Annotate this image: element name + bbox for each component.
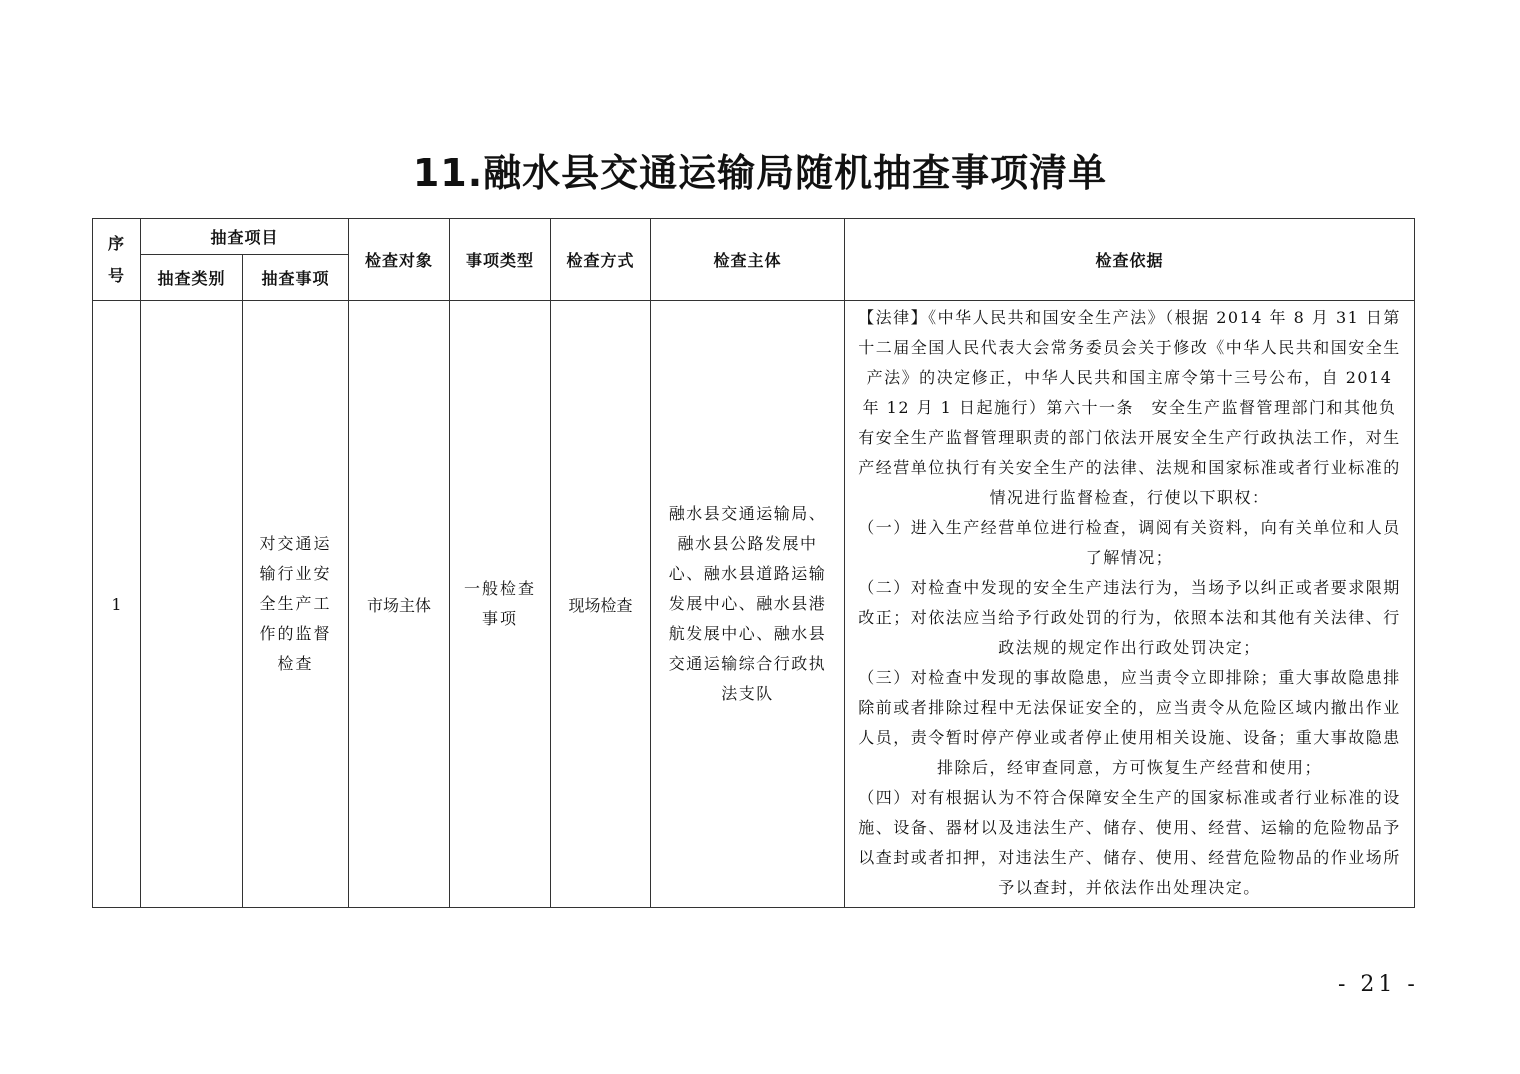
basis-paragraph: （二）对检查中发现的安全生产违法行为，当场予以纠正或者要求限期改正；对依法应当给予行政处罚的行为，依照本法和其他有关法律、行政法规的规定作出行政处罚决定； <box>858 578 1401 657</box>
header-target: 检查对象 <box>349 219 450 301</box>
cell-seq: 1 <box>93 301 141 908</box>
cell-subject-text: 融水县交通运输局、融水县公路发展中心、融水县道路运输发展中心、融水县港航发展中心、融水县交通运输综合行政执法支队 <box>668 504 827 703</box>
cell-item-text: 对交通运输行业安全生产工作的监督检查 <box>259 534 332 673</box>
header-row-1 <box>93 219 1415 255</box>
cell-type-text: 一般检查事项 <box>464 579 537 628</box>
cell-type <box>450 301 551 908</box>
header-subject: 检查主体 <box>651 219 845 301</box>
inspection-table <box>92 218 1415 908</box>
cell-method: 现场检查 <box>551 301 651 908</box>
basis-paragraph: （四）对有根据认为不符合保障安全生产的国家标准或者行业标准的设施、设备、器材以及违法生产、储存、使用、经营、运输的危险物品予以查封或者扣押，对违法生产、储存、使用、经营危险物品的作业场所予以查封，并依法作出处理决定。 <box>858 788 1401 897</box>
header-method: 检查方式 <box>551 219 651 301</box>
header-category: 抽查类别 <box>141 255 243 301</box>
header-type: 事项类型 <box>450 219 551 301</box>
header-seq <box>93 219 141 301</box>
header-seq-label: 序号 <box>107 233 125 285</box>
table-row <box>93 301 1415 908</box>
header-item: 抽查事项 <box>243 255 349 301</box>
page-title: 11.融水县交通运输局随机抽查事项清单 <box>412 151 1108 195</box>
basis-paragraph: （三）对检查中发现的事故隐患，应当责令立即排除；重大事故隐患排除前或者排除过程中无法保证安全的，应当责令从危险区域内撤出作业人员，责令暂时停产停业或者停止使用相关设施、设备；重大事故隐患排除后，经审查同意，方可恢复生产经营和使用； <box>858 668 1401 777</box>
cell-target: 市场主体 <box>349 301 450 908</box>
page-number: - 21 - <box>1338 972 1419 997</box>
basis-paragraph: （一）进入生产经营单位进行检查，调阅有关资料，向有关单位和人员了解情况； <box>858 518 1401 567</box>
basis-paragraph: 【法律】《中华人民共和国安全生产法》（根据 2014 年 8 月 31 日第十二届全国人民代表大会常务委员会关于修改《中华人民共和国安全生产法》的决定修正，中华人民共和国主席令第十三号公布，自 2014 年 12 月 1 日起施行）第六十一条 安全生产监督管理部门和其他负有安全生产监督管理职责的部门依法开展安全生产行政执法工作，对生产经营单位执行有关安全生产的法律、法规和国家标准或者行业标准的情况进行监督检查，行使以下职权： <box>858 308 1401 507</box>
cell-subject <box>651 301 845 908</box>
cell-basis <box>845 301 1415 908</box>
cell-category <box>141 301 243 908</box>
cell-item <box>243 301 349 908</box>
header-basis: 检查依据 <box>845 219 1415 301</box>
header-item-group: 抽查项目 <box>141 219 349 255</box>
